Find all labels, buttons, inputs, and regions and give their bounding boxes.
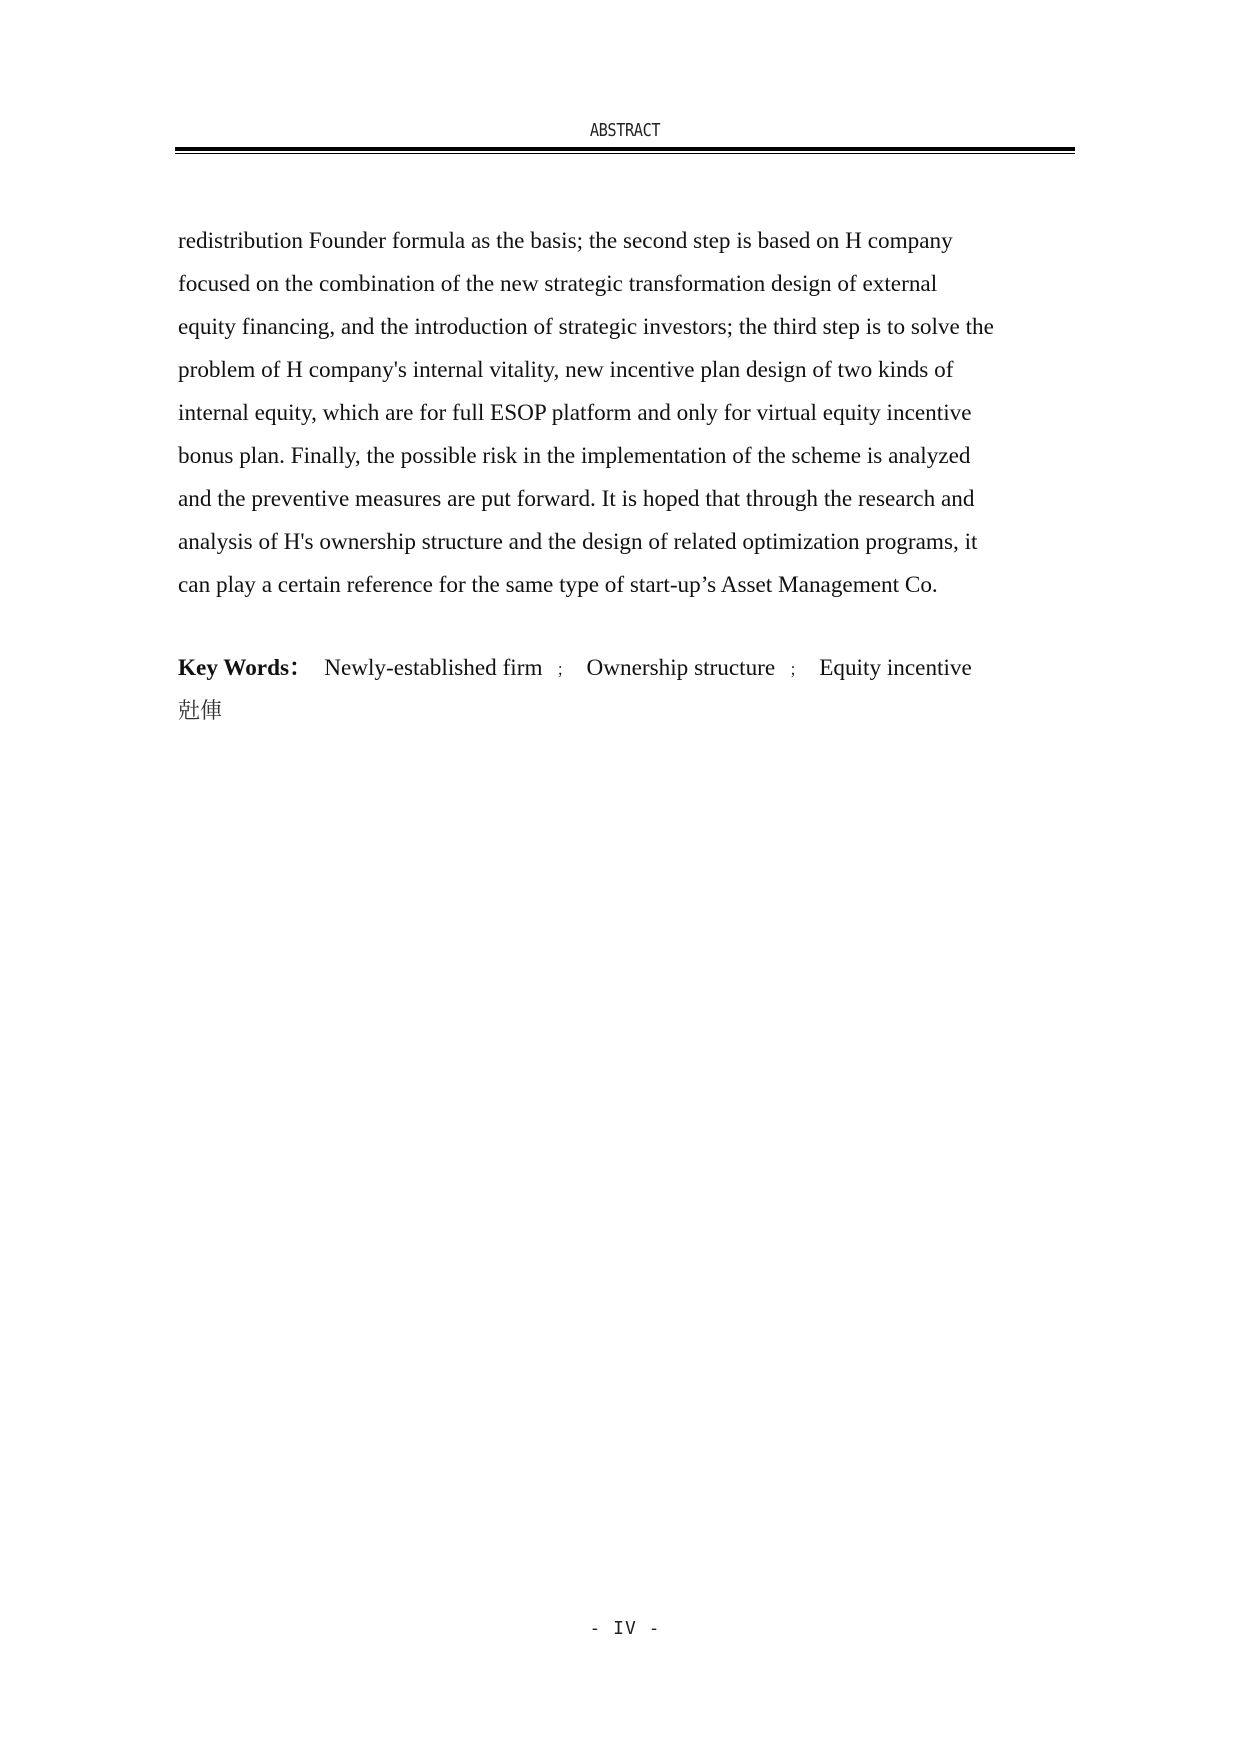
keyword-separator: ； — [556, 660, 573, 679]
header-rule-thin — [175, 153, 1075, 154]
paragraph-line: internal equity, which are for full ESOP platform and only for virtual equity incentive — [178, 400, 972, 426]
running-header: ABSTRACT — [589, 120, 661, 141]
keyword-item: Ownership structure — [586, 655, 776, 681]
keyword-item: Equity incentive — [819, 655, 972, 681]
keywords-line — [178, 647, 1078, 691]
header-rule-thick — [175, 147, 1075, 151]
paragraph-line: focused on the combination of the new strategic transformation design of external — [178, 271, 938, 297]
page-number: - IV - — [589, 1618, 661, 1639]
paragraph-line: analysis of H's ownership structure and the design of related optimization programs, it — [178, 529, 978, 555]
abstract-paragraph — [178, 220, 1078, 607]
paragraph-line: and the preventive measures are put forward. It is hoped that through the research and — [178, 486, 975, 512]
paragraph-line: problem of H company's internal vitality, new incentive plan design of two kinds of — [178, 357, 954, 383]
paragraph-line: can play a certain reference for the same type of start-up’s Asset Management Co. — [178, 572, 938, 598]
keywords-label: Key Words： — [178, 655, 313, 681]
keyword-item: Newly-established firm — [324, 655, 543, 681]
paragraph-line: bonus plan. Finally, the possible risk in the implementation of the scheme is analyzed — [178, 443, 971, 469]
paragraph-line: redistribution Founder formula as the basis; the second step is based on H company — [178, 228, 953, 254]
keyword-separator: ； — [789, 660, 806, 679]
paragraph-line: equity financing, and the introduction of strategic investors; the third step is to solve the — [178, 314, 994, 340]
stray-cjk-text: 兙俥 — [178, 699, 223, 724]
